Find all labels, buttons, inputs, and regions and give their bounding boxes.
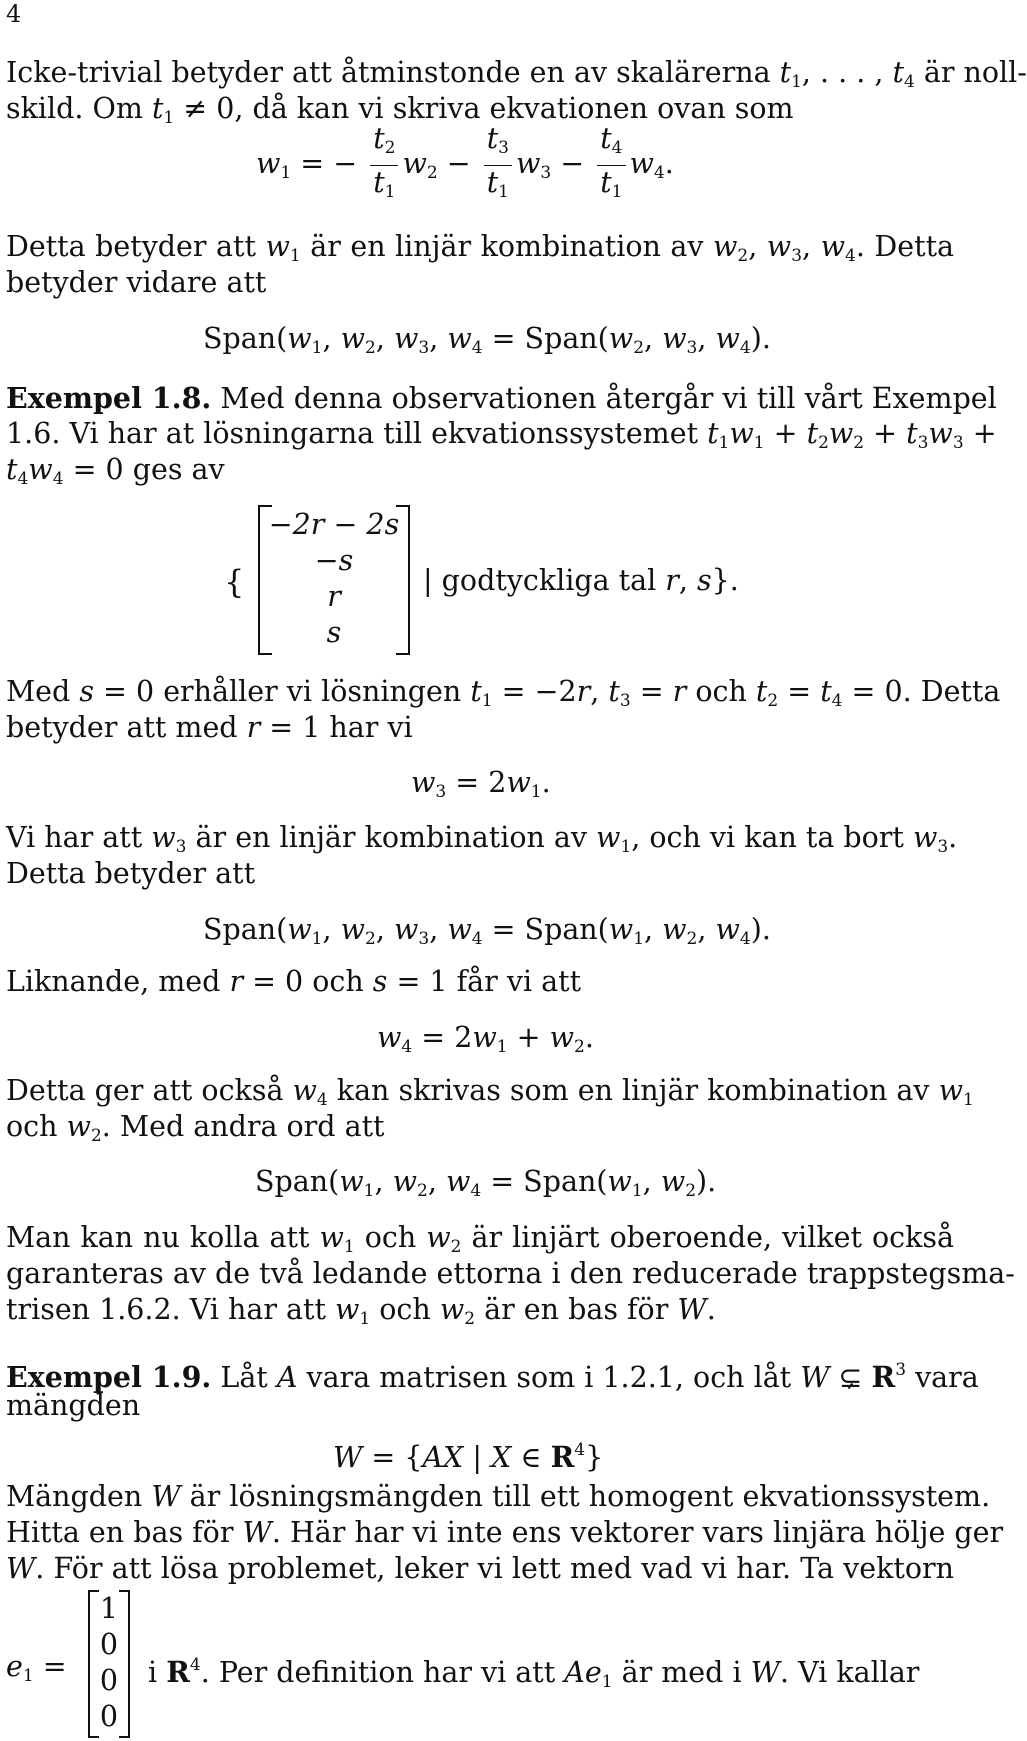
- text-line: Detta ger att också $w_4$ kan skrivas som en linjär kombination av $w_1$: [6, 1074, 974, 1110]
- fraction: $\frac{t_3}{t_1}$: [484, 122, 512, 209]
- text-line: Med s = 0 erhåller vi lösningen $t_1 = -2r$, $t_3 = r$ och $t_2 = t_4 = 0$. Detta: [6, 675, 1001, 711]
- page-number: 4: [6, 0, 22, 28]
- text-line: Man kan nu kolla att $w_1$ och $w_2$ är linjärt oberoende, vilket också: [6, 1221, 954, 1257]
- text-line: Icke-trivial betyder att åtminstonde en av skalärerna $t_1$, . . . , $t_4$ är noll-: [6, 56, 1027, 92]
- text-line: Exempel 1.8. Med denna observationen återgår vi till vårt Exempel: [6, 381, 997, 415]
- matrix-entry: −s: [314, 544, 354, 577]
- vector-e1: [88, 1590, 130, 1738]
- text-line: Liknande, med r = 0 och s = 1 får vi att: [6, 965, 582, 998]
- text-line: Mängden W är lösningsmängden till ett homogent ekvationssystem.: [6, 1480, 991, 1513]
- vector-entry: 0: [99, 1664, 119, 1697]
- matrix-entry: r: [327, 580, 341, 613]
- vector-entry: 0: [99, 1628, 119, 1661]
- set-open-brace: {: [224, 563, 245, 601]
- vector-entry: 0: [99, 1700, 119, 1733]
- equation-w4: $w_4 = 2w_1 + w_2$.: [377, 1021, 594, 1057]
- example-heading: Exempel 1.8.: [6, 381, 212, 415]
- equation-span-1: $Span(w_1$, $w_2$, $w_3$, $w_4$ = $Span(w_2$, $w_3$, $w_4$).: [203, 322, 771, 358]
- text-line: betyder att med r = 1 har vi: [6, 711, 413, 744]
- text-line: skild. Om $t_1 \ne 0$, då kan vi skriva ekvationen ovan som: [6, 92, 794, 128]
- set-condition: | godtyckliga tal r, s}.: [423, 564, 739, 597]
- text-line: 1.6. Vi har at lösningarna till ekvationssystemet $t_1w_1 + t_2w_2 + t_3w_3$ +: [6, 417, 997, 453]
- vector-entry: 1: [99, 1592, 119, 1625]
- equation-w1: $w_1$ = − $\frac{t_2}{t_1}$ $w_2$ − $\frac{t_3}{t_1}$ $w_3$ − $\frac{t_4}{t_1}$ $w_4$.: [256, 122, 674, 209]
- text-line: Exempel 1.9. Låt A vara matrisen som i 1.2.1, och låt W ⊊ $R^3$ vara: [6, 1360, 979, 1394]
- equation-set-W: W = {AX | X ∈ $R^4$}: [333, 1440, 604, 1474]
- text-line: och $w_2$. Med andra ord att: [6, 1110, 385, 1146]
- text-line: Detta betyder att: [6, 857, 256, 890]
- text-line: Hitta en bas för W. Här har vi inte ens vektorer vars linjära hölje ger: [6, 1516, 1004, 1549]
- equation-w3: $w_3 = 2w_1$.: [411, 766, 551, 802]
- text-line: i $R^4$. Per definition har vi att $Ae_1$ är med i W. Vi kallar: [148, 1655, 920, 1692]
- text-line: trisen 1.6.2. Vi har att $w_1$ och $w_2$ är en bas för W.: [6, 1293, 716, 1329]
- fraction: $\frac{t_2}{t_1}$: [370, 122, 398, 209]
- text-line: Detta betyder att $w_1$ är en linjär kombination av $w_2$, $w_3$, $w_4$. Detta: [6, 230, 955, 266]
- equation-span-3: $Span(w_1$, $w_2$, $w_4$ = $Span(w_1$, $w_2$).: [255, 1165, 717, 1201]
- vector-label: $e_1$ =: [6, 1650, 67, 1686]
- text-line: betyder vidare att: [6, 266, 267, 299]
- solution-vector: [258, 505, 410, 655]
- equation-span-2: $Span(w_1$, $w_2$, $w_3$, $w_4$ = $Span(w_1$, $w_2$, $w_4$).: [203, 913, 771, 949]
- text-line: garanteras av de två ledande ettorna i den reducerade trappstegsma-: [6, 1257, 1015, 1290]
- text-line: W. För att lösa problemet, leker vi lett med vad vi har. Ta vektorn: [6, 1552, 954, 1585]
- matrix-entry: −2r − 2s: [268, 508, 400, 541]
- text-line: mängden: [6, 1389, 141, 1422]
- text-line: $t_4w_4 = 0$ ges av: [6, 453, 225, 489]
- matrix-entry: s: [326, 616, 342, 649]
- fraction: $\frac{t_4}{t_1}$: [597, 122, 625, 209]
- example-heading: Exempel 1.9.: [6, 1360, 212, 1394]
- text-line: Vi har att $w_3$ är en linjär kombination av $w_1$, och vi kan ta bort $w_3$.: [6, 821, 958, 857]
